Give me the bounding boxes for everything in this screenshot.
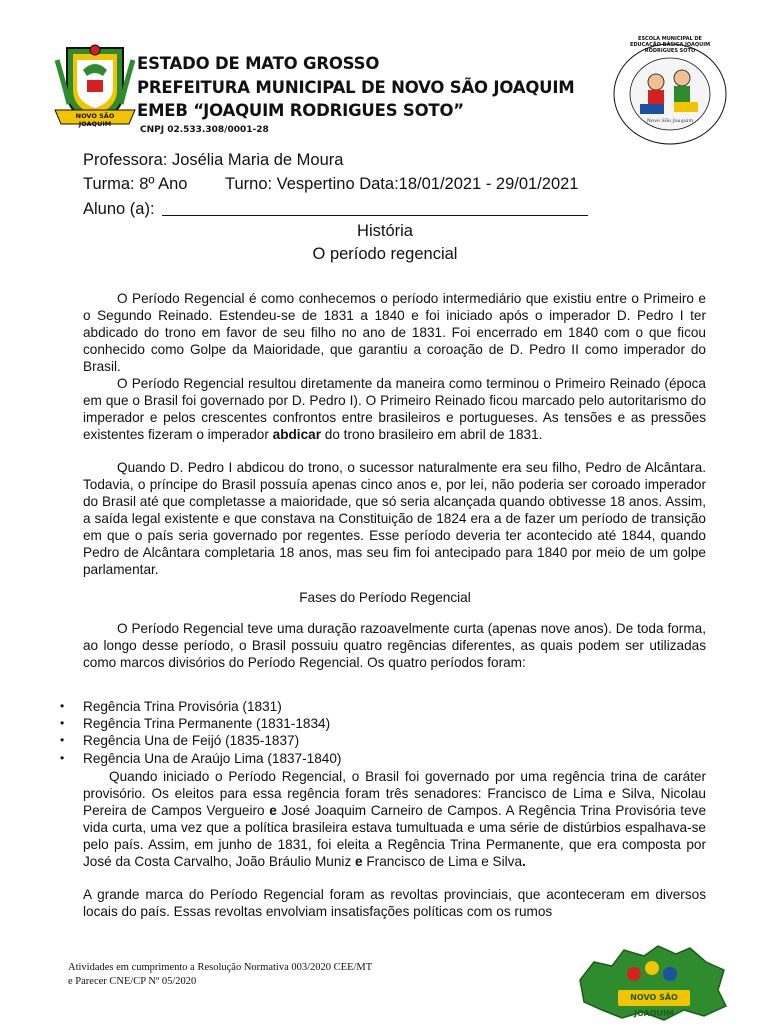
list-item: • Regência Una de Feijó (1835-1837) [60,732,341,749]
paragraph-2-text-b: do trono brasileiro em abril de 1831. [324,427,543,442]
paragraph-3: Quando D. Pedro I abdicou do trono, o sucessor naturalmente era seu filho, Pedro de Alcântara. Todavia, o príncipe do Brasil possuía apenas cinco anos e, por lei, não poderia ser coroado imperador do Brasil até que completasse a maioridade, que só seria alcançada quando obtivesse 18 anos. Assim, a saída legal existente e que constava na Constituição de 1824 era a de fazer um período de transição em que o país seria governado por regentes. Esse período deveria ter acontecido até 1844, quando Pedro de Alcântara completaria 18 anos, mas seu fim foi antecipado para 1840 por meio de um golpe parlamentar. [83,460,706,577]
paragraph-5-text-b: José Joaquim Carneiro de Campos. A Regência Trina Provisória teve vida curta, uma vez que a política brasileira estava tumultuada e uma série de distúrbios espalhava-se pelo país. Assim, em junho de 1831, foi eleita a Regência Trina Permanente, que era composta por José da Costa Carvalho, João Bráulio Muniz [83,803,707,869]
shift-date-line: Turno: Vespertino Data:18/01/2021 - 29/01/2021 [225,175,579,193]
phases-heading: Fases do Período Regencial [299,590,471,605]
paragraph-5-and-2: e [355,854,363,869]
footer-line-2: e Parecer CNE/CP Nº 05/2020 [68,976,197,987]
crest-ribbon-text: NOVO SÃO JOAQUIM [75,112,115,128]
list-item: • Regência Trina Provisória (1831) [60,698,341,715]
list-item: • Regência Una de Araújo Lima (1837-1840) [60,750,341,767]
teacher-line: Professora: Josélia Maria de Moura [83,151,344,169]
class-line: Turma: 8º Ano [83,175,188,193]
paragraph-5-dot: . [522,854,526,869]
paragraph-6: A grande marca do Período Regencial foram as revoltas provinciais, que aconteceram em diversos locais do país. Essas revoltas envolviam insatisfações políticas com os rumos [83,887,706,919]
paragraph-5-text-a: Quando iniciado o Período Regencial, o Brasil foi governado por uma regência trina de caráter provisório. Os eleitos para essa regência foram três senadores: Francisco de Lima e Silva, Nicolau Pereira de Campos Vergueiro [83,769,706,818]
paragraph-5-and-1: e [269,803,277,818]
map-logo-text: NOVO SÃO JOAQUIM [630,993,678,1018]
municipal-crest-logo [53,40,137,132]
municipality-map-logo [572,940,732,1022]
svg-text:Novo São Joaquim: Novo São Joaquim [646,118,694,124]
page-title: O período regencial [312,245,458,263]
state-title: ESTADO DE MATO GROSSO [137,54,380,73]
student-label: Aluno (a): [83,200,155,218]
subject-heading: História [357,222,413,240]
regency-list [60,698,341,767]
school-title: EMEB “JOAQUIM RODRIGUES SOTO” [137,101,464,120]
paragraph-2 [83,375,706,443]
paragraph-5 [83,768,706,870]
footer-line-1: Atividades em cumprimento a Resolução Normativa 003/2020 CEE/MT [68,962,373,973]
paragraph-4: O Período Regencial teve uma duração razoavelmente curta (apenas nove anos). De toda forma, ao longo desse período, o Brasil possuiu quatro regências diferentes, as quais podem ser utilizadas como marcos divisórios do Período Regencial. Os quatro períodos foram: [83,621,706,670]
paragraph-5-text-c: Francisco de Lima e Silva [366,854,523,869]
paragraph-1: O Período Regencial é como conhecemos o período intermediário que existiu entre o Primeiro e o Segundo Reinado. Estendeu-se de 1831 a 1840 e foi iniciado após o imperador D. Pedro I ter abdicado do trono em favor de seu filho no ano de 1831. Foi encerrado em 1840 com o que ficou conhecido como Golpe da Maioridade, que garantiu a coroação de D. Pedro II como imperador do Brasil. [83,291,706,374]
school-round-logo [610,38,730,146]
student-name-field[interactable] [162,215,588,216]
cnpj-text: CNPJ 02.533.308/0001-28 [140,125,269,135]
prefecture-title: PREFEITURA MUNICIPAL DE NOVO SÃO JOAQUIM [137,78,575,97]
school-logo-text: ESCOLA MUNICIPAL DE EDUCAÇÃO BÁSICA JOAQUIM RODRIGUES SOTO [629,36,711,54]
list-item: • Regência Trina Permanente (1831-1834) [60,715,341,732]
paragraph-2-text-a: O Período Regencial resultou diretamente da maneira como terminou o Primeiro Reinado (época em que o Brasil foi governado por D. Pedro I). O Primeiro Reinado ficou marcado pelo autoritarismo do imperador e pelos crescentes confrontos entre brasileiros e portugueses. As tensões e as pressões existentes fizeram o imperador [83,376,706,442]
paragraph-2-bold-word: abdicar [272,427,321,442]
